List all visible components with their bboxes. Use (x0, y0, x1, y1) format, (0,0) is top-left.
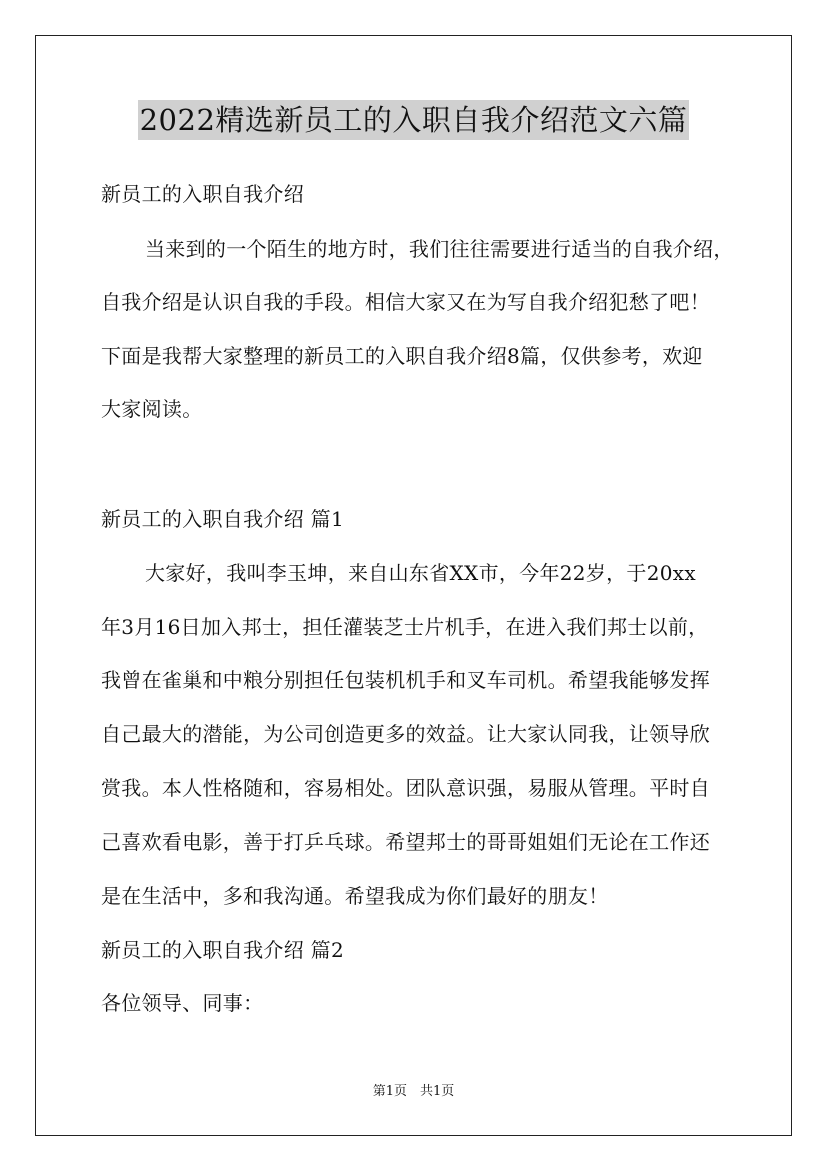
intro-paragraph-line-3: 下面是我帮大家整理的新员工的入职自我介绍8篇，仅供参考，欢迎 (101, 344, 703, 368)
section-1-line-3: 我曾在雀巢和中粮分别担任包装机机手和叉车司机。希望我能够发挥 (101, 668, 710, 692)
page-footer: 第1页 共1页 (372, 1084, 455, 1099)
title-container (0, 100, 827, 140)
section-1-line-4: 自己最大的潜能，为公司创造更多的效益。让大家认同我，让领导欣 (101, 722, 710, 746)
intro-paragraph-line-4: 大家阅读。 (101, 397, 203, 421)
intro-paragraph-line-1: 当来到的一个陌生的地方时，我们往往需要进行适当的自我介绍， (145, 237, 734, 261)
greeting-line: 各位领导、同事： (101, 991, 264, 1015)
section-1-line-1: 大家好，我叫李玉坤，来自山东省XX市，今年22岁，于20xx (145, 561, 696, 585)
section-1-line-5: 赏我。本人性格随和，容易相处。团队意识强，易服从管理。平时自 (101, 776, 710, 800)
section-1-heading: 新员工的入职自我介绍 篇1 (101, 507, 344, 531)
section-1-line-6: 己喜欢看电影，善于打乒乓球。希望邦士的哥哥姐姐们无论在工作还 (101, 830, 710, 854)
section-1-line-2: 年3月16日加入邦士，担任灌装芝士片机手，在进入我们邦士以前， (101, 615, 709, 639)
intro-heading: 新员工的入职自我介绍 (101, 182, 304, 206)
section-1-line-7: 是在生活中，多和我沟通。希望我成为你们最好的朋友！ (101, 884, 609, 908)
section-2-heading: 新员工的入职自我介绍 篇2 (101, 938, 344, 962)
intro-paragraph-line-2: 自我介绍是认识自我的手段。相信大家又在为写自我介绍犯愁了吧！ (101, 290, 710, 314)
document-title: 2022精选新员工的入职自我介绍范文六篇 (138, 100, 690, 140)
